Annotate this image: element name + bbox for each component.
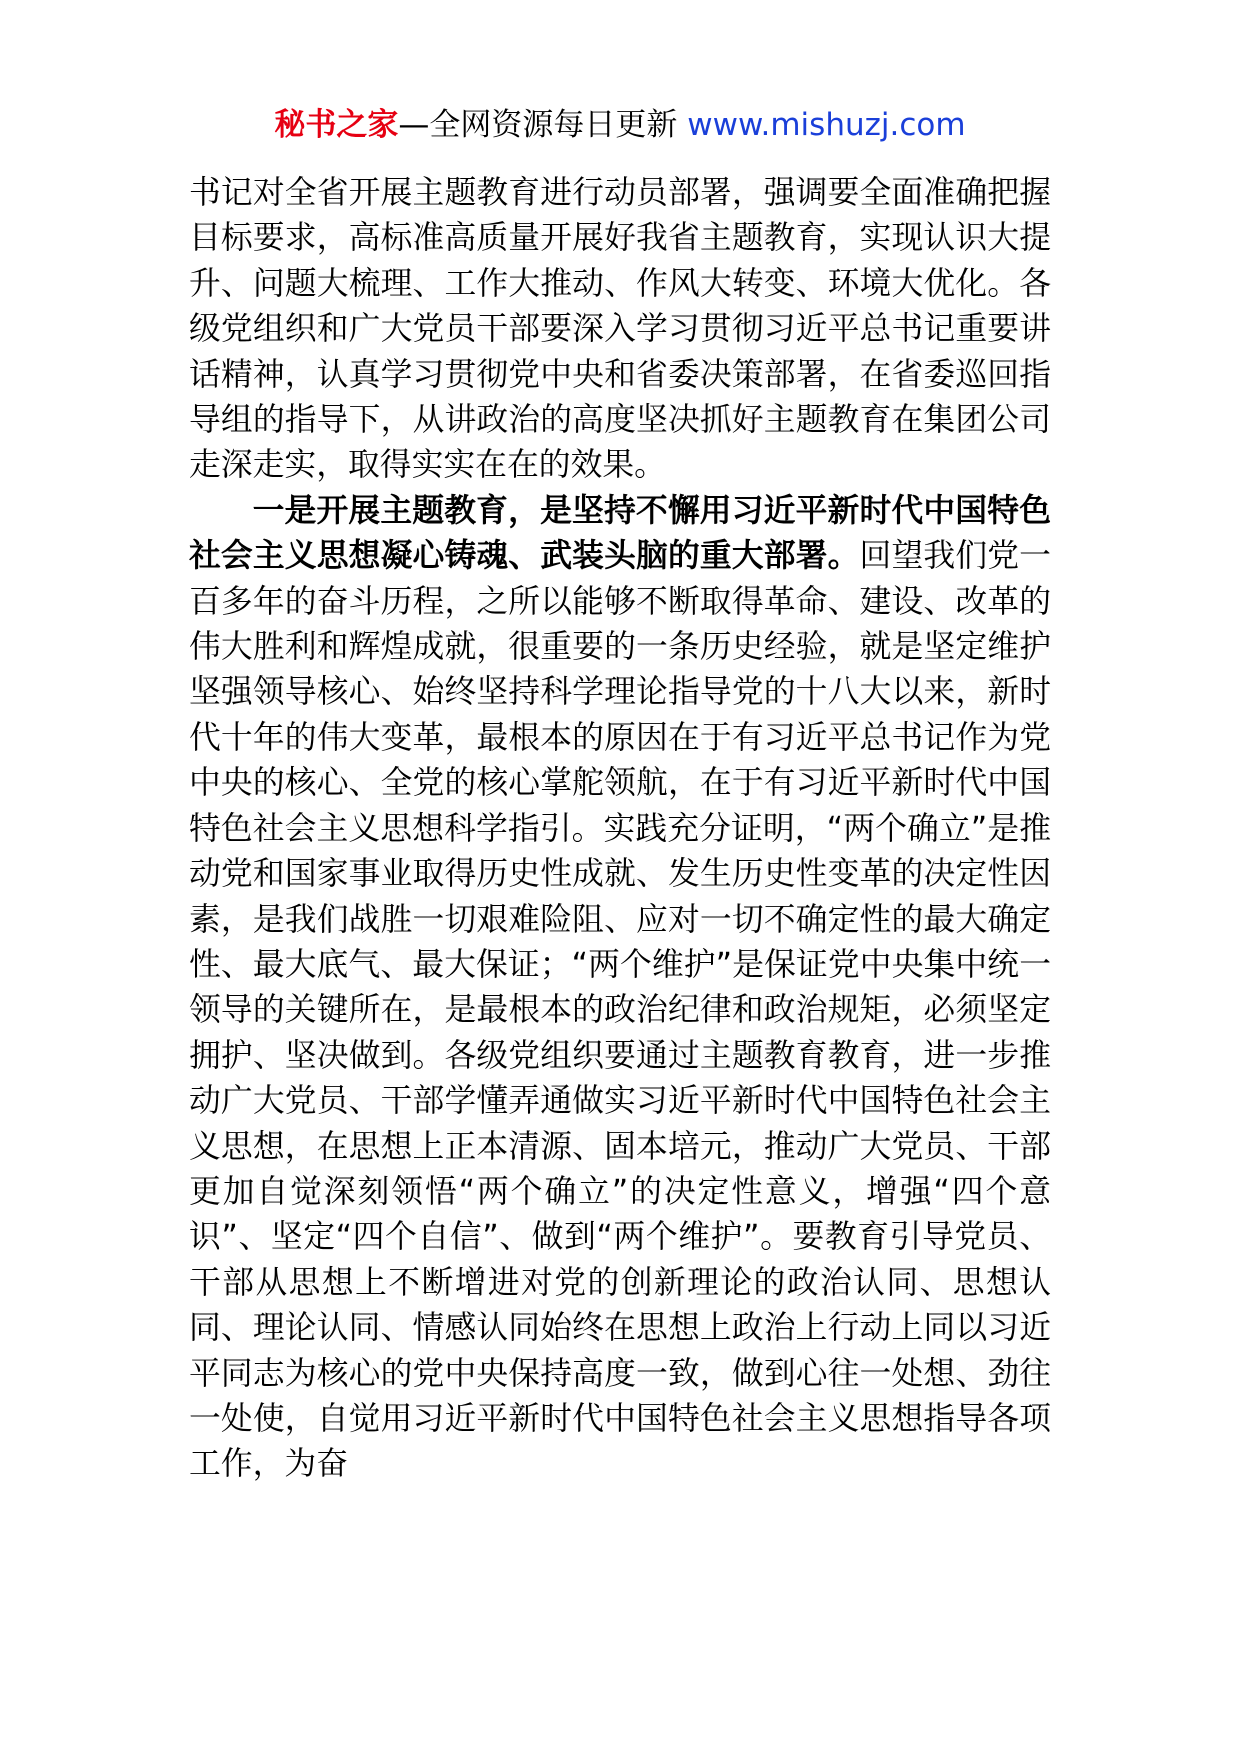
point-one-text: 回望我们党一百多年的奋斗历程，之所以能够不断取得革命、建设、改革的伟大胜利和辉煌成就，很重要的一条历史经验，就是坚定维护坚强领导核心、始终坚持科学理论指导党的十八大以来，新时代十年的伟大变革，最根本的原因在于有习近平总书记作为党中央的核心、全党的核心掌舵领航，在于有习近平新时代中国特色社会主义思想科学指引。实践充分证明，“两个确立”是推动党和国家事业取得历史性成就、发生历史性变革的决定性因素，是我们战胜一切艰难险阻、应对一切不确定性的最大确定性、最大底气、最大保证；“两个维护”是保证党中央集中统一领导的关键所在，是最根本的政治纪律和政治规矩，必须坚定拥护、坚决做到。各级党组织要通过主题教育教育，进一步推动广大党员、干部学懂弄通做实习近平新时代中国特色社会主义思想，在思想上正本清源、固本培元，推动广大党员、干部更加自觉深刻领悟“两个确立”的决定性意义，增强“四个意识”、坚定“四个自信”、做到“两个维护”。要教育引导党员、干部从思想上不断增进对党的创新理论的政治认同、思想认同、理论认同、情感认同始终在思想上政治上行动上同以习近平同志为核心的党中央保持高度一致，做到心往一处想、劲往一处使，自觉用习近平新时代中国特色社会主义思想指导各项工作，为奋 [189,537,1051,1483]
paragraph-continued: 书记对全省开展主题教育进行动员部署，强调要全面准确把握目标要求，高标准高质量开展好我省主题教育，实现认识大提升、问题大梳理、工作大推动、作风大转变、环境大优化。各级党组织和广大党员干部要深入学习贯彻习近平总书记重要讲话精神，认真学习贯彻党中央和省委决策部署，在省委巡回指导组的指导下，从讲政治的高度坚决抓好主题教育在集团公司走深走实，取得实实在在的效果。 [189,174,1051,484]
point-one-heading: 一是开展主题教育，是坚持不懈用习近平新时代中国特色社会主义思想凝心铸魂、武装头脑的重大部署。 [189,491,1051,575]
paragraph-point-one [189,488,1051,1487]
site-header [0,104,1240,146]
document-body [189,170,1051,1487]
site-brand: 秘书之家 [274,107,399,143]
site-tagline: —全网资源每日更新 [398,107,678,143]
site-url-link[interactable]: www.mishuzj.com [687,107,966,143]
